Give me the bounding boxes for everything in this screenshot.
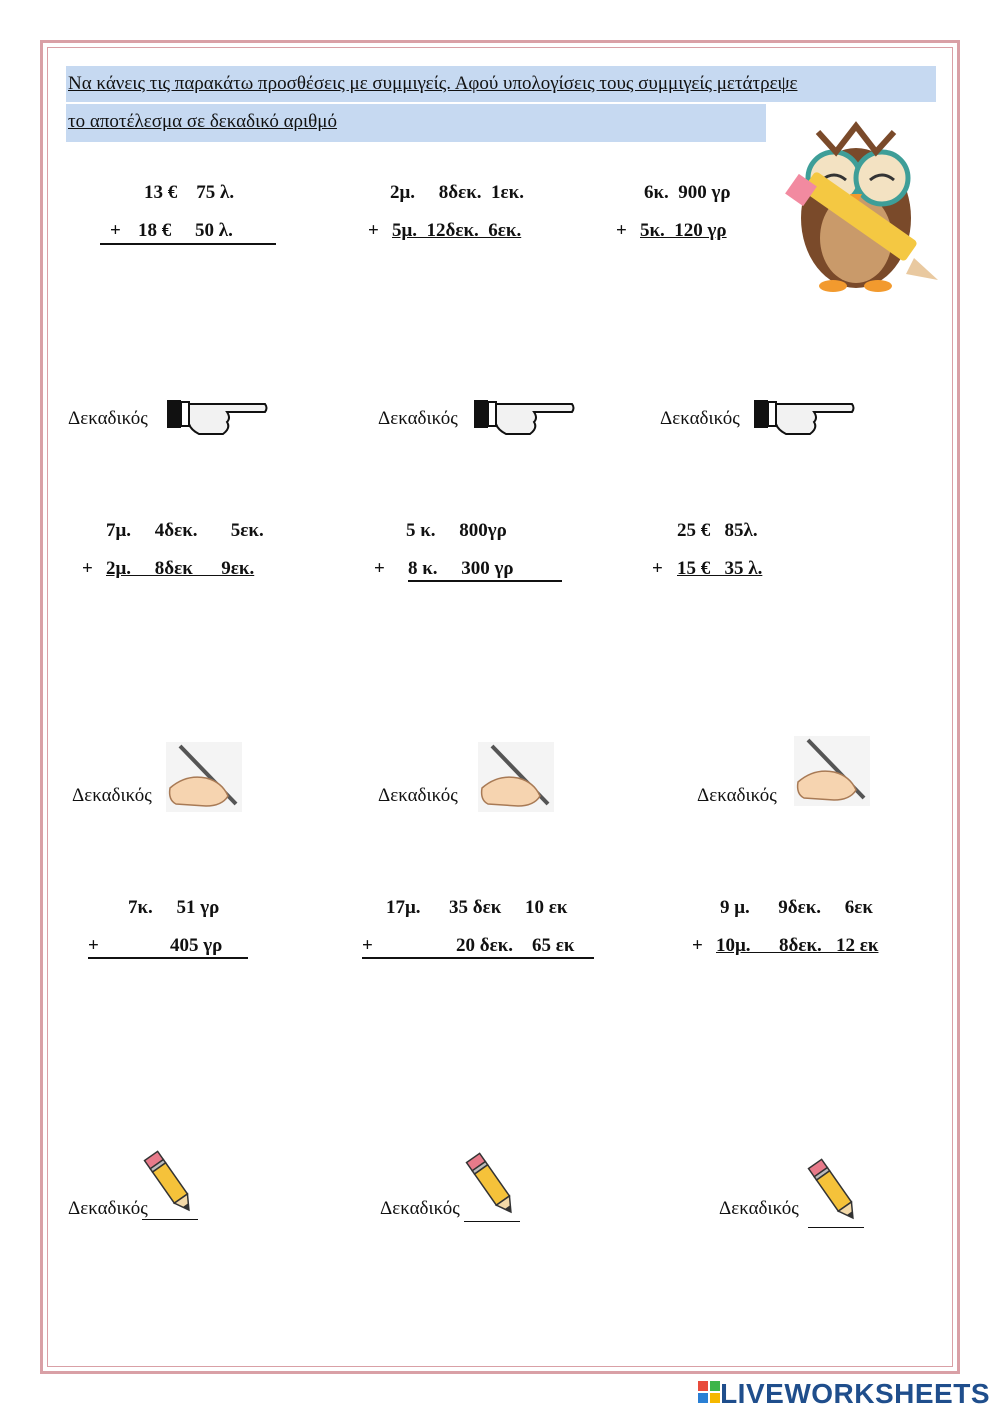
problem-1-plus: +	[110, 220, 121, 241]
pencil-icon	[142, 1148, 198, 1218]
problem-1	[100, 182, 235, 270]
problem-4-bottom: 2μ. 8δεκ 9εκ.	[106, 558, 255, 579]
answer-blank-7[interactable]	[142, 1219, 198, 1220]
problem-8	[362, 897, 575, 985]
pencil-icon	[464, 1150, 520, 1220]
problem-2	[368, 182, 524, 270]
problem-7	[88, 897, 223, 985]
problem-4-top: 7μ. 4δεκ. 5εκ.	[106, 520, 264, 541]
problem-7-line	[88, 957, 248, 959]
pointing-hand-icon	[472, 394, 576, 438]
problem-9-plus: +	[692, 935, 703, 956]
owl-with-pencil-icon	[778, 108, 938, 298]
decimal-label-9: Δεκαδικός	[719, 1198, 799, 1219]
problem-7-bottom: 405 γρ	[170, 935, 223, 956]
problem-8-line	[362, 957, 594, 959]
instruction-line-1: Να κάνεις τις παρακάτω προσθέσεις με συμμιγείς. Αφού υπολογίσεις τους συμμιγείς μετάτρεψε	[68, 73, 798, 94]
decimal-label-6: Δεκαδικός	[697, 785, 777, 806]
problem-1-bottom: 18 € 50 λ.	[138, 220, 233, 241]
problem-5	[374, 520, 514, 608]
problem-3	[616, 182, 731, 270]
pointing-hand-icon	[752, 394, 856, 438]
decimal-label-2: Δεκαδικός	[378, 408, 458, 429]
answer-blank-8[interactable]	[464, 1221, 520, 1222]
problem-3-bottom: 5κ. 120 γρ	[640, 220, 727, 241]
decimal-label-1: Δεκαδικός	[68, 408, 148, 429]
problem-9-top: 9 μ. 9δεκ. 6εκ	[720, 897, 873, 918]
problem-3-top: 6κ. 900 γρ	[644, 182, 731, 203]
problem-6	[652, 520, 763, 608]
problem-4	[82, 520, 264, 608]
problem-1-line	[100, 243, 276, 245]
decimal-label-5: Δεκαδικός	[378, 785, 458, 806]
problem-4-plus: +	[82, 558, 93, 579]
problem-6-bottom: 15 € 35 λ.	[677, 558, 763, 579]
instruction-line-2: το αποτέλεσμα σε δεκαδικό αριθμό	[68, 111, 337, 132]
liveworksheets-logo-icon	[698, 1381, 720, 1403]
problem-2-plus: +	[368, 220, 379, 241]
decimal-label-3: Δεκαδικός	[660, 408, 740, 429]
problem-7-top: 7κ. 51 γρ	[128, 897, 220, 918]
decimal-label-7: Δεκαδικός	[68, 1198, 148, 1219]
problem-9-bottom: 10μ. 8δεκ. 12 εκ	[716, 935, 879, 956]
problem-5-top: 5 κ. 800γρ	[406, 520, 507, 541]
decimal-label-4: Δεκαδικός	[72, 785, 152, 806]
writing-hand-icon	[794, 736, 870, 806]
problem-8-plus: +	[362, 935, 373, 956]
brand-name: LIVEWORKSHEETS	[720, 1378, 990, 1409]
problem-5-bottom: 8 κ. 300 γρ	[408, 558, 514, 579]
problem-8-bottom: 20 δεκ. 65 εκ	[456, 935, 575, 956]
pointing-hand-icon	[165, 394, 269, 438]
writing-hand-icon	[478, 742, 554, 812]
writing-hand-icon	[166, 742, 242, 812]
decimal-label-8: Δεκαδικός	[380, 1198, 460, 1219]
problem-2-bottom: 5μ. 12δεκ. 6εκ.	[392, 220, 522, 241]
problem-5-line	[408, 580, 562, 582]
problem-7-plus: +	[88, 935, 99, 956]
pencil-icon	[806, 1156, 862, 1226]
problem-3-plus: +	[616, 220, 627, 241]
problem-9	[692, 897, 879, 985]
problem-2-top: 2μ. 8δεκ. 1εκ.	[390, 182, 524, 203]
problem-1-top: 13 € 75 λ.	[144, 182, 235, 203]
problem-6-plus: +	[652, 558, 663, 579]
problem-5-plus: +	[374, 558, 385, 579]
instructions-box	[66, 66, 936, 102]
answer-blank-9[interactable]	[808, 1227, 864, 1228]
problem-6-top: 25 € 85λ.	[677, 520, 758, 541]
instructions-box-second	[66, 104, 766, 142]
problem-8-top: 17μ. 35 δεκ 10 εκ	[386, 897, 568, 918]
